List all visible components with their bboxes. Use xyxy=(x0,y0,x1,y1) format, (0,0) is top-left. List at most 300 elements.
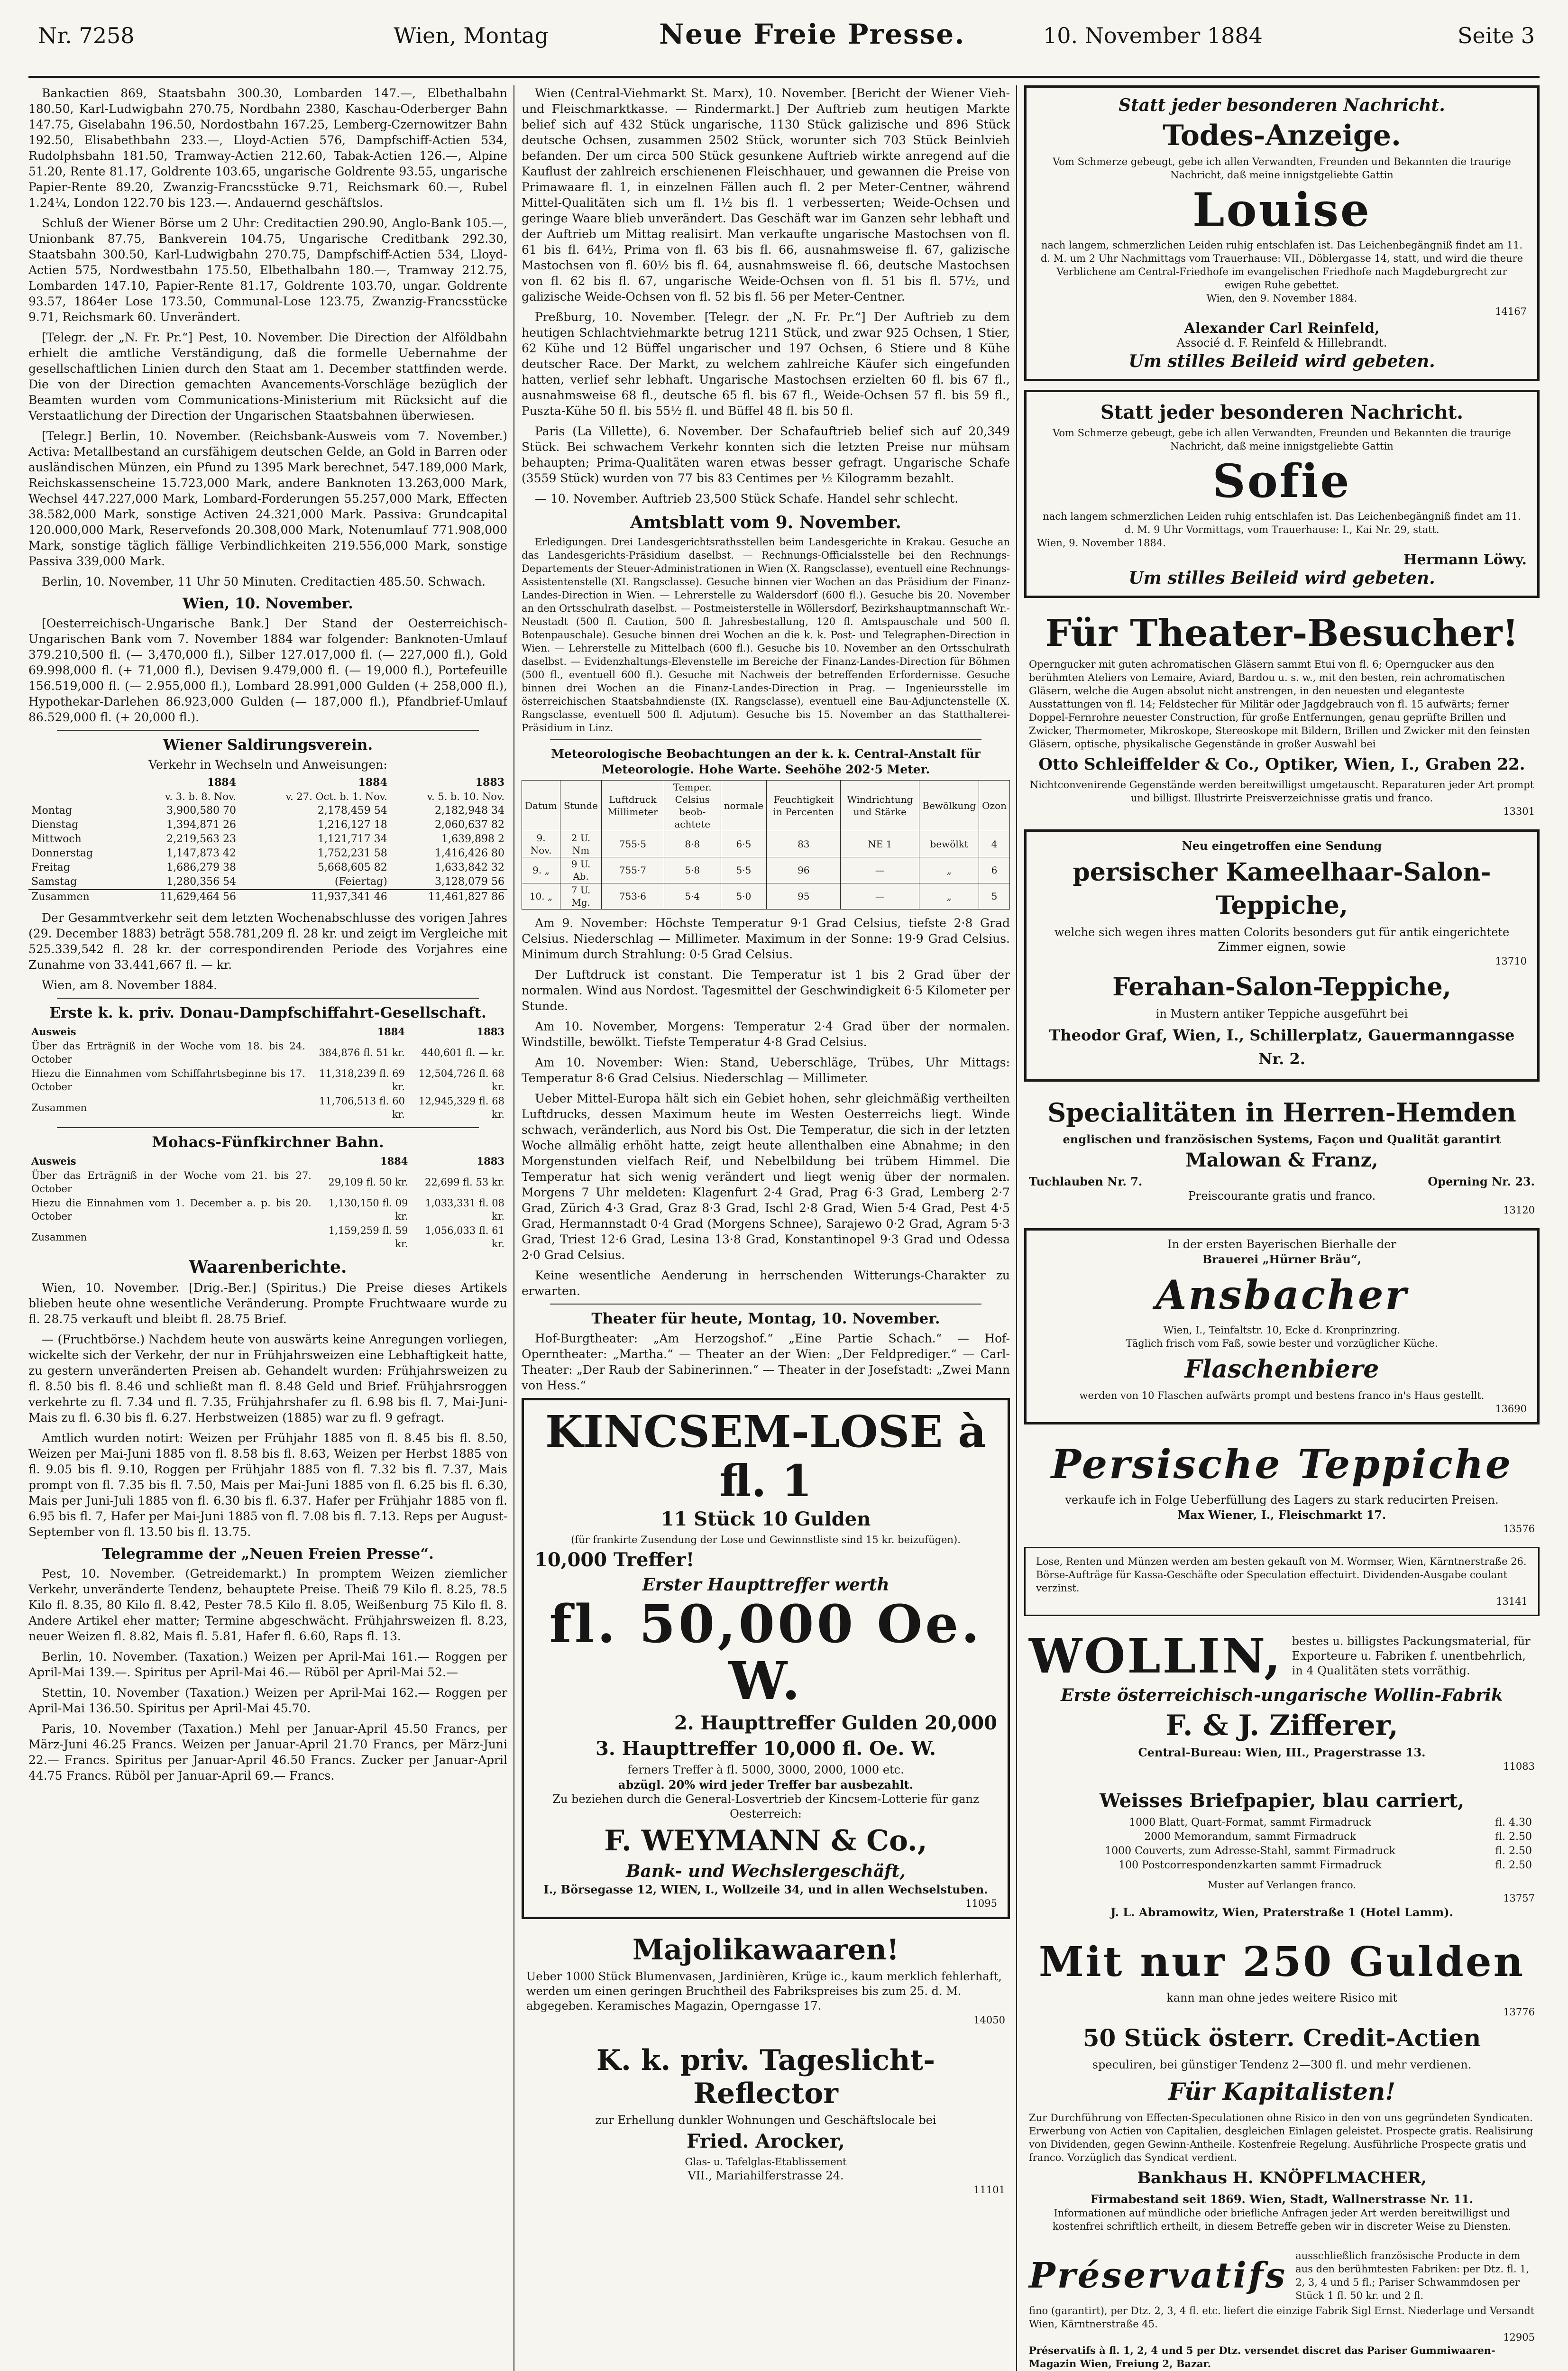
separator xyxy=(57,998,479,999)
ad-text: Muster auf Verlangen franco. xyxy=(1208,1879,1356,1891)
ad-firm: Otto Schleiffelder & Co., Optiker, Wien, I., Graben 22. xyxy=(1038,755,1525,774)
table-cell: 96 xyxy=(767,857,841,883)
ad-headline: Préservatifs xyxy=(1029,2255,1287,2296)
table-row xyxy=(28,818,507,832)
ad-firm: F. WEYMANN & Co., xyxy=(604,1824,927,1857)
separator xyxy=(57,730,479,731)
mohacs-table xyxy=(28,1154,507,1251)
ad-text: Operngucker mit guten achromatischen Gläsern sammt Etui von fl. 6; Operngucker aus den berühmten Ateliers von Lemaire, Aviard, Bardou u. s. w., mit den besten, rein achromatischen Gläsern, welche die Augen absolut nicht anstrengen, in den neuesten und eleganteste Ausstattungen von fl. 14; Feldstecher für Militär oder Jagdgebrauch von fl. 15 aufwärts; ferner Doppel-Fernrohre neuester Construction, für große Entfernungen, genau geprüfte Brillen und Zwicker, Thermometer, Mikroskope, Stereoskope mit Bildern, Brillen und Zwicker mit den feinsten Gläsern, optische, physikalische Gegenstände in großer Auswahl bei xyxy=(1029,659,1531,750)
table-cell: 1,130,150 fl. 09 kr. xyxy=(328,1197,408,1222)
ad-headline: Mit nur 250 Gulden xyxy=(1038,1938,1525,1986)
table-cell: 1,394,871 26 xyxy=(166,819,237,831)
table-header: 1883 xyxy=(477,1155,504,1167)
table-cell: 5,668,605 82 xyxy=(317,862,387,873)
article-paragraph: Amtlich wurden notirt: Weizen per Frühjahr 1885 von fl. 8.45 bis fl. 8.50, Weizen per Mai-Juni 1885 von fl. 8.58 bis fl. 8.63, Weizen per Herbst 1885 von fl. 9.05 bis fl. 9.10, Roggen per Frühjahr 1885 von fl. 7.32 bis fl. 7.37, Mais prompt von fl. 7.35 bis fl. 7.50, Mais per Mai-Juni 1885 von fl. 6.25 bis fl. 6.30, Mais per Juni-Juli 1885 von fl. 6.30 bis fl. 6.37. Hafer per Frühjahr 1885 von fl. 6.95 bis fl. 7, Hafer per Mai-Juni 1885 von fl. 7.08 bis fl. 7.13. Reps per August-September von fl. 13.50 bis fl. 13.75. xyxy=(28,1431,507,1539)
ad-text: verkaufe ich in Folge Ueberfüllung des Lagers zu stark reducirten Preisen. xyxy=(1065,1493,1499,1507)
ad-ref: 13301 xyxy=(1503,806,1535,817)
article-paragraph: Am 10. November, Morgens: Temperatur 2·4 Grad über der normalen. Windstille, bewölkt. Tiefste Temperatur 4·8 Grad Celsius. xyxy=(522,1020,1010,1049)
table-cell: 29,109 fl. 50 kr. xyxy=(328,1176,408,1188)
article-paragraph: Berlin, 10. November, 11 Uhr 50 Minuten. Creditactien 485.50. Schwach. xyxy=(42,575,486,588)
ad-firm: J. L. Abramowitz, Wien, Praterstraße 1 (Hotel Lamm). xyxy=(1110,1905,1453,1919)
donau-table xyxy=(28,1025,507,1121)
ad-ref: 13141 xyxy=(1496,1596,1528,1607)
section-heading: Theater für heute, Montag, 10. November. xyxy=(591,1310,940,1327)
ad-subhead: 11 Stück 10 Gulden xyxy=(660,1508,871,1530)
table-cell: 11,629,464 56 xyxy=(160,891,237,903)
article-paragraph: [Telegr. der „N. Fr. Pr.“] Pest, 10. November. Die Direction der Alföldbahn erhielt die amtliche Verständigung, daß die formelle Uebernahme der gesellschaftlichen Linien durch den Staat am 1. December stattfinden werde. Die von der Direction gemachten Avancements-Vorschläge bezüglich der Beamten wurden vom Communications-Ministerium mit Rücksicht auf die Verstaatlichung der Direction der Ungarischen Staatsbahnen überwiesen. xyxy=(28,331,507,423)
table-cell: — xyxy=(841,883,919,910)
article-paragraph: Am 10. November: Wien: Stand, Ueberschläge, Trübes, Uhr Mittags: Temperatur 8·6 Grad Celsius. Niederschlag — Millimeter. xyxy=(522,1056,1010,1085)
advertisement-wormser xyxy=(1024,1547,1540,1616)
advertisement-theater-optics xyxy=(1024,607,1540,821)
table-row xyxy=(28,861,507,875)
table-cell: fl. 2.50 xyxy=(1495,1831,1532,1843)
table-header: 1884 xyxy=(377,1026,405,1038)
ad-ref: 13690 xyxy=(1495,1403,1527,1415)
article-paragraph: Wien (Central-Viehmarkt St. Marx), 10. November. [Bericht der Wiener Vieh- und Fleischmarktkasse. — Rindermarkt.] Der Auftrieb zum heutigen Markte belief sich auf 432 Stück ungarische, 1130 Stück galizische und 896 Stück deutsche Ochsen, zusammen 2502 Stück, worunter sich 703 Stück Beinlvieh befanden. Der um circa 500 Stück gesunkene Auftrieb wirkte anregend auf die Kauflust der zahlreich erschienenen Fleischhauer, und gewannen die Preise von Primawaare fl. 1, in einzelnen Fällen auch fl. 2 per Meter-Centner, während Mittel-Qualitäten sich um fl. 1½ bis fl. 1 verbesserten; Weide-Ochsen und geringe Waare blieb unverändert. Das Geschäft war im Ganzen sehr lebhaft und der Auftrieb um Mittag realisirt. Man verkaufte ungarische Mastochsen von fl. 61 bis fl. 64½, Prima von fl. 63 bis fl. 66, ausnahmsweise fl. 67, galizische Mastochsen von fl. 60½ bis fl. 64, ausnahmsweise fl. 66, deutsche Mastochsen von fl. 62 bis fl. 67, ungarische Weide-Ochsen von fl. 51 bis fl. 57½, und galizische Weide-Ochsen von fl. 52 bis fl. 56 per Meter-Centner. xyxy=(522,86,1010,303)
ad-address: Wien, I., Teinfaltstr. 10, Ecke d. Kronprinzring. xyxy=(1163,1324,1401,1336)
table-cell: 755·7 xyxy=(601,857,664,883)
newspaper-title: Neue Freie Presse. xyxy=(659,18,965,50)
ad-text: Nichtconvenirende Gegenstände werden bereitwilligst umgetauscht. Reparaturen jeder Art prompt und billigst. Illustrirte Preisverzeichnisse gratis und franco. xyxy=(1029,779,1534,804)
advertisement-knoepflmacher xyxy=(1024,1931,1540,2236)
advertisement-preservatifs xyxy=(1024,2244,1540,2371)
ad-date: Wien, 9. November 1884. xyxy=(1037,537,1166,549)
table-row xyxy=(28,846,507,861)
table-header-row xyxy=(28,1154,507,1168)
ad-text: Vom Schmerze gebeugt, gebe ich allen Verwandten, Freunden und Bekannten die traurige Nachricht, daß meine innigstgeliebte Gattin xyxy=(1053,156,1511,181)
table-row xyxy=(28,832,507,846)
ad-text: Erste österreichisch-ungarische Wollin-Fabrik xyxy=(1061,1685,1503,1705)
section-heading: Wiener Saldirungsverein. xyxy=(163,736,373,754)
table-cell: 1,280,356 54 xyxy=(166,876,237,888)
article-paragraph: Paris, 10. November (Taxation.) Mehl per Januar-April 45.50 Francs, per März-Juni 46.25 Francs. Weizen per Januar-April 21.70 Francs, per März-Juni 22.— Francs. Spiritus per Januar-April 46.50 Francs. Zucker per Januar-April 44.75 Francs. Rüböl per Januar-April 69.— Francs. xyxy=(28,1722,507,1783)
table-cell: 755·5 xyxy=(601,831,664,857)
table-header: Bewölkung xyxy=(919,781,979,831)
ad-prize: fl. 50,000 Oe. W. xyxy=(549,1593,982,1711)
ad-ref: 13120 xyxy=(1503,1204,1535,1216)
ad-text: welche sich wegen ihres matten Colorits besonders gut für antik eingerichtete Zimmer eignen, sowie xyxy=(1054,926,1510,954)
ad-text: Glas- u. Tafelglas-Etablissement xyxy=(685,2156,847,2168)
table-cell: 2 U. Nm xyxy=(560,831,602,857)
table-total-row xyxy=(28,890,507,904)
ad-subhead: Neu eingetroffen eine Sendung xyxy=(1182,839,1382,853)
advertisement-death-notice-sofie xyxy=(1024,390,1540,598)
table-cell: 5·8 xyxy=(664,857,721,883)
ad-firm: Bankhaus H. KNÖPFLMACHER, xyxy=(1137,2169,1427,2187)
table-cell: 12,504,726 fl. 68 kr. xyxy=(419,1068,504,1093)
table-cell: 2,219,563 23 xyxy=(166,833,237,845)
table-cell: (Feiertag) xyxy=(334,876,387,888)
article-paragraph: Stettin, 10. November (Taxation.) Weizen per April-Mai 162.— Roggen per April-Mai 136.50. Spiritus per April-Mai 45.70. xyxy=(28,1686,507,1715)
ad-headline: Ansbacher xyxy=(1155,1271,1408,1318)
table-header: Datum xyxy=(522,781,560,831)
page-number: Seite 3 xyxy=(1457,23,1535,48)
ad-address: Central-Bureau: Wien, III., Pragerstrasse 13. xyxy=(1138,1746,1426,1759)
ad-text: fino (garantirt), per Dtz. 2, 3, 4 fl. etc. liefert die einzige Fabrik Sigl Ernst. Niederlage und Versandt Wien, Kärntnerstraße 45. xyxy=(1029,2305,1535,2330)
table-row xyxy=(522,883,1010,910)
ad-headline: Specialitäten in Herren-Hemden xyxy=(1047,1097,1516,1128)
table-total-row xyxy=(28,1223,507,1251)
table-cell: 2,182,948 34 xyxy=(435,805,504,817)
ad-headline: KINCSEM-LOSE à fl. 1 xyxy=(545,1406,986,1507)
table-row xyxy=(28,804,507,818)
ad-row xyxy=(1029,1627,1535,1684)
table-header: Temper. Celsius beob-achtete xyxy=(664,781,721,831)
ad-text: Vom Schmerze gebeugt, gebe ich allen Verwandten, Freunden und Bekannten die traurige Nachricht, daß meine innigstgeliebte Gattin xyxy=(1053,427,1511,452)
separator xyxy=(550,1304,981,1305)
table-cell: 753·6 xyxy=(601,883,664,910)
section-heading: Telegramme der „Neuen Freien Presse“. xyxy=(102,1545,434,1562)
ad-text: Um stilles Beileid wird gebeten. xyxy=(1128,568,1435,588)
table-cell: Zusammen xyxy=(31,891,90,903)
ad-headline: Majolikawaaren! xyxy=(632,1933,899,1967)
table-cell: 4 xyxy=(979,831,1010,857)
ad-text: Zur Durchführung von Effecten-Speculationen ohne Risico in den von uns gegründeten Syndicaten. Erwerbung von Actien von Capitalien, desgleichen Einlagen geleistet. Prospecte gratis. Realisirung von Dividenden, gegen Gewinn-Antheile. Kostenfreie Regelung. Ausführliche Prospecte gratis und franco. Vorzüglich das Syndicat verdient. xyxy=(1029,2112,1533,2163)
advertisement-death-notice-louise xyxy=(1024,85,1540,381)
ad-subhead: In der ersten Bayerischen Bierhalle der xyxy=(1167,1238,1396,1251)
article-paragraph: Paris (La Villette), 6. November. Der Schafauftrieb belief sich auf 20,349 Stück. Bei schwachem Verkehr konnten sich die letzten Preise nur mühsam behaupten; Prima-Qualitäten waren etwas besser gefragt. Ungarische Schafe (3559 Stück) wurden von 77 bis 83 Centimes per ½ Kilogramm bezahlt. xyxy=(522,424,1010,485)
ad-subhead: 2. Haupttreffer Gulden 20,000 xyxy=(674,1712,997,1734)
advertisement-briefpapier xyxy=(1024,1784,1540,1922)
ad-date: Wien, den 9. November 1884. xyxy=(1206,293,1357,304)
table-cell: 22,699 fl. 53 kr. xyxy=(424,1176,504,1188)
advertisement-persian-carpets-graf xyxy=(1024,829,1540,1082)
dateline-place: Wien, Montag xyxy=(394,23,549,48)
ad-text: ausschließlich französische Producte in dem aus den berühmtesten Fabriken: per Dtz. fl. 1, 2, 3, 4 und 5 fl.; Pariser Schwammdosen per Stück 1 fl. 50 kr. und 2 fl. xyxy=(1295,2250,1530,2301)
article-paragraph: — 10. November. Auftrieb 23,500 Stück Schafe. Handel sehr schlecht. xyxy=(535,492,959,505)
article-paragraph: Ueber Mittel-Europa hält sich ein Gebiet hohen, sehr gleichmäßig vertheilten Luftdrucks, dessen Maximum heute im Westen Oesterreichs liegt. Winde schwach, veränderlich, aus Nord bis Ost. Die Temperatur, die sich in der letzten Woche allmälig erhöht hatte, zeigt heute allenthalben eine Abnahme; in den Morgenstunden vielfach Reif, und Nebelbildung bei trübem Himmel. Die Temperatur hat sich wenig verändert und liegt wenig über der normalen. Morgens 7 Uhr meldeten: Klagenfurt 2·4 Grad, Prag 6·3 Grad, Lemberg 2·7 Grad, Zürich 4·3 Grad, Graz 8·3 Grad, Ischl 2·8 Grad, Wien 5·4 Grad, Pest 4·5 Grad, Hermannstadt 0·4 Grad (Morgens Schnee), Sarajewo 0·2 Grad, Agram 5·3 Grad, Triest 12·6 Grad, Lesina 13·8 Grad, Konstantinopel 9·3 Grad und Odessa 2·0 Grad Celsius. xyxy=(522,1092,1010,1262)
ad-text: Informationen auf mündliche oder briefliche Anfragen jeder Art werden bereitwilligst und kostenfrei schriftlich ertheilt, in diesem Betreffe geben wir in discreter Weise zu Diensten. xyxy=(1052,2207,1512,2232)
ad-ref: 11101 xyxy=(973,2184,1005,2196)
ad-subhead: 3. Haupttreffer 10,000 fl. Oe. W. xyxy=(596,1737,936,1760)
table-cell: 12,945,329 fl. 68 kr. xyxy=(419,1095,504,1120)
ad-text: in Mustern antiker Teppiche ausgeführt bei xyxy=(1155,1007,1408,1020)
table-cell: 2,178,459 54 xyxy=(317,805,387,817)
ad-text: nach langem, schmerzlichen Leiden ruhig entschlafen ist. Das Leichenbegängniß findet am 11. d. M. um 2 Uhr Nachmittags vom Trauerhause: VII., Döblergasse 14, statt, und wird die theure Verblichene am Central-Friedhofe im evangelischen Friedhofe nach Magdeburgrecht zur ewigen Ruhe gebettet. xyxy=(1040,239,1523,291)
table-cell: 1,159,259 fl. 59 kr. xyxy=(328,1225,408,1250)
ad-name: Sofie xyxy=(1212,454,1351,508)
ad-text: Bank- und Wechslergeschäft, xyxy=(626,1861,906,1881)
section-heading: Waarenberichte. xyxy=(189,1257,347,1277)
ad-addresses xyxy=(1029,1174,1535,1189)
dateline-date: 10. November 1884 xyxy=(1043,23,1263,48)
table-cell: Hiezu die Einnahmen vom 1. December a. p. bis 20. October xyxy=(31,1197,312,1222)
table-row xyxy=(28,1039,507,1066)
table-cell: 1,633,842 32 xyxy=(435,862,504,873)
table-cell: 9. „ xyxy=(522,857,560,883)
table-cell: 1,056,033 fl. 61 kr. xyxy=(425,1225,504,1250)
masthead xyxy=(28,14,1540,78)
article-paragraph: Bankactien 869, Staatsbahn 300.30, Lombarden 147.—, Elbethalbahn 180.50, Karl-Ludwigbahn 270.75, Nordbahn 2380, Kaschau-Oderberger Bahn 147.75, Giselabahn 196.50, Nordostbahn 167.25, Lemberg-Czernowitzer Bahn 192.50, Elisabethbahn 233.—, Lloyd-Actien 576, Dampfschiff-Actien 534, Rudolphsbahn 181.50, Tramway-Actien 212.60, Tabak-Actien 126.—, Alpine 51.20, Rente 81.17, Goldrente 103.65, ungarische Goldrente 93.55, ungarische Papier-Rente 89.20, Zwanzig-Francsstücke 9.71, Reichsmark 60.—, Rubel 1.24¼, London 122.70 bis 123.—. Andauernd geschäftslos. xyxy=(28,86,507,210)
article-paragraph: Pest, 10. November. (Getreidemarkt.) In promptem Weizen ziemlicher Verkehr, unveränderte Tendenz, behauptete Preise. Theiß 79 Kilo fl. 8.25, 78.5 Kilo fl. 8.35, 80 Kilo fl. 8.42, Pester 78.5 Kilo fl. 8.05, Weißenburg 75 Kilo fl. 8. Andere Artikel eher matter; Termine abgeschwächt. Frühjahrsweizen fl. 8.23, neuer Weizen fl. 8.82, Mais fl. 5.81, Hafer fl. 6.60, Raps fl. 13. xyxy=(28,1567,507,1643)
ad-address: VII., Mariahilferstrasse 24. xyxy=(688,2169,844,2182)
ad-text: Um stilles Beileid wird gebeten. xyxy=(1128,351,1435,371)
ad-text: Lose, Renten und Münzen werden am besten gekauft von M. Wormser, Wien, Kärntnerstraße 26. Börse-Aufträge für Kassa-Geschäfte oder Speculation effectuirt. Dividenden-Ausgabe coulant verzinst. xyxy=(1036,1556,1527,1594)
ad-headline: Ferahan-Salon-Teppiche, xyxy=(1112,973,1451,1002)
article-paragraph: Hof-Burgtheater: „Am Herzogshof.“ „Eine Partie Schach.“ — Hof-Operntheater: „Martha.“ — Theater an der Wien: „Der Feldprediger.“ — Carl-Theater: „Der Raub der Sabinerinnen.“ — Theater in der Josefstadt: „Zwei Mann von Hess.“ xyxy=(522,1332,1010,1392)
table-cell: 83 xyxy=(767,831,841,857)
ad-subhead: Für Kapitalisten! xyxy=(1168,2077,1396,2105)
table-cell: 6 xyxy=(979,857,1010,883)
ad-text: speculiren, bei günstiger Tendenz 2—300 fl. und mehr verdienen. xyxy=(1092,2058,1472,2071)
ad-headline: WOLLIN, xyxy=(1029,1628,1283,1684)
section-heading: Erste k. k. priv. Donau-Dampfschiffahrt-Gesellschaft. xyxy=(49,1004,486,1021)
table-row xyxy=(522,831,1010,857)
article-paragraph: [Oesterreichisch-Ungarische Bank.] Der Stand der Oesterreichisch-Ungarischen Bank vom 7. November 1884 war folgender: Banknoten-Umlauf 379.210,500 fl. (— 3,470,000 fl.), Silber 127.017,000 fl. (— 227,000 fl.), Gold 69.998,000 fl. (+ 71,000 fl.), Devisen 9.479,000 fl. (— 19,000 fl.), Portefeuille 156.519,000 fl. (— 2.955,000 fl.), Lombard 28.991,000 Gulden (+ 258,000 fl.), Hypothekar-Darlehen 86.923,000 Gulden (— 187,000 fl.), Pfandbrief-Umlauf 86.529,000 fl. (+ 20,000 fl.). xyxy=(28,616,507,724)
table-header: 1883 xyxy=(477,1026,504,1038)
table-cell: 1,033,331 fl. 08 kr. xyxy=(425,1197,504,1222)
ad-signature: Alexander Carl Reinfeld, xyxy=(1184,320,1380,337)
table-cell: Hiezu die Einnahmen vom Schiffahrtsbeginne bis 17. October xyxy=(31,1068,305,1093)
separator xyxy=(57,1127,479,1128)
table-cell: 1,216,127 18 xyxy=(317,819,387,831)
table-cell: 5 xyxy=(979,883,1010,910)
ad-headline: Persische Teppiche xyxy=(1051,1441,1513,1488)
table-header: Windrichtung und Stärke xyxy=(841,781,919,831)
table-cell: Über das Erträgniß in der Woche vom 21. bis 27. October xyxy=(31,1170,312,1195)
ad-text: kann man ohne jedes weitere Risico mit xyxy=(1166,1991,1397,2004)
table-cell: 1,121,717 34 xyxy=(317,833,387,845)
ad-headline: Flaschenbiere xyxy=(1184,1355,1379,1384)
ad-text: werden von 10 Flaschen aufwärts prompt und bestens franco in's Haus gestellt. xyxy=(1079,1390,1485,1401)
saldo-table xyxy=(28,775,507,904)
ad-ref: 13776 xyxy=(1503,2006,1535,2018)
table-total-row xyxy=(28,1094,507,1121)
section-heading: Wien, 10. November. xyxy=(183,595,353,612)
table-header: 1883 xyxy=(475,776,504,789)
issue-number: Nr. 7258 xyxy=(38,23,135,48)
table-cell: 440,601 fl. — kr. xyxy=(421,1047,504,1058)
table-cell: Samstag xyxy=(31,876,77,888)
table-cell: v. 27. Oct. b. 1. Nov. xyxy=(285,791,387,802)
advertisement-persian-carpets-wiener xyxy=(1024,1433,1540,1538)
ad-subhead: 50 Stück österr. Credit-Actien xyxy=(1082,2024,1481,2052)
table-cell: 1,639,898 2 xyxy=(441,833,504,845)
table-cell xyxy=(28,790,123,804)
advertisement-wollin xyxy=(1024,1625,1540,1776)
ad-ref: 13710 xyxy=(1495,956,1527,967)
advertisement-ansbacher-beer xyxy=(1024,1228,1540,1424)
table-cell: Über das Erträgniß in der Woche vom 18. bis 24. October xyxy=(31,1040,305,1065)
ad-headline: Weisses Briefpapier, blau carriert, xyxy=(1099,1790,1465,1812)
table-cell: Donnerstag xyxy=(31,847,93,859)
column-finance xyxy=(28,85,507,2371)
table-cell: 11,461,827 86 xyxy=(428,891,504,903)
table-header: Ausweis xyxy=(31,1026,76,1038)
ad-text: Associé d. F. Reinfeld & Hillebrandt. xyxy=(1176,336,1387,349)
column-rule xyxy=(513,85,514,2371)
table-header: Ozon xyxy=(979,781,1010,831)
table-cell: 384,876 fl. 51 kr. xyxy=(319,1047,405,1058)
table-header: Feuchtigkeit in Percenten xyxy=(767,781,841,831)
table-cell: 1,416,426 80 xyxy=(435,847,504,859)
table-header: 1884 xyxy=(358,776,387,789)
table-row xyxy=(28,875,507,890)
table-row xyxy=(1029,1816,1535,1830)
table-cell: 1000 Blatt, Quart-Format, sammt Firmadruck xyxy=(1129,1817,1371,1829)
article-paragraph: [Telegr.] Berlin, 10. November. (Reichsbank-Ausweis vom 7. November.) Activa: Metallbestand an cursfähigem deutschen Gelde, an Gold in Barren oder ausländischen Münzen, ein Pfund zu 1395 Mark berechnet, 547.189,000 Mark, Reichskassenscheine 15.723,000 Mark, andere Banknoten 13.263,000 Mark, Wechsel 447.227,000 Mark, Lombard-Forderungen 55.257,000 Mark, Effecten 38.582,000 Mark, sonstige Activen 24.321,000 Mark. Passiva: Grundcapital 120.000,000 Mark, Reservefonds 20.308,000 Mark, Notenumlauf 771.908,000 Mark, sonstige täglich fällige Verbindlichkeiten 219.556,000 Mark, sonstige Passiva 339,000 Mark. xyxy=(28,429,507,568)
table-cell: 11,937,341 46 xyxy=(311,891,387,903)
table-header: 1884 xyxy=(207,776,237,789)
table-cell: v. 3. b. 8. Nov. xyxy=(165,791,237,802)
table-cell: bewölkt xyxy=(919,831,979,857)
section-heading: Amtsblatt vom 9. November. xyxy=(630,513,901,533)
table-header: normale xyxy=(721,781,767,831)
ad-subhead: Statt jeder besonderen Nachricht. xyxy=(1100,401,1464,423)
ad-ref: 11083 xyxy=(1503,1761,1535,1772)
table-cell: Montag xyxy=(31,805,72,817)
table-header-row xyxy=(522,781,1010,831)
article-paragraph: Am 9. November: Höchste Temperatur 9·1 Grad Celsius, tiefste 2·8 Grad Celsius. Niederschlag — Millimeter. Maximum in der Sonne: 19·9 Grad Celsius. Minimum durch Strahlung: 0·5 Grad Celsius. xyxy=(522,916,1010,961)
table-row xyxy=(28,1066,507,1094)
table-cell: „ xyxy=(919,857,979,883)
table-cell: Zusammen xyxy=(31,1231,87,1243)
ad-text: nach langem schmerzlichen Leiden ruhig entschlafen ist. Das Leichenbegängniß findet am 11. d. M. 9 Uhr Vormittags, vom Trauerhause: I., Kai Nr. 29, statt. xyxy=(1043,511,1521,535)
table-cell: 9 U. Ab. xyxy=(560,857,602,883)
column-markets xyxy=(522,85,1010,2371)
ad-firm: Fried. Arocker, xyxy=(687,2130,845,2152)
table-cell: 11,318,239 fl. 69 kr. xyxy=(319,1068,405,1093)
article-paragraph: Keine wesentliche Aenderung in herrschenden Witterungs-Charakter zu erwarten. xyxy=(522,1268,1010,1298)
ad-firm: F. & J. Zifferer, xyxy=(1165,1709,1398,1742)
ad-address: Firmabestand seit 1869. Wien, Stadt, Wallnerstrasse Nr. 11. xyxy=(1090,2192,1474,2206)
table-cell: 2,060,637 82 xyxy=(435,819,504,831)
ad-address: Operning Nr. 23. xyxy=(1428,1175,1535,1188)
table-cell: Freitag xyxy=(31,862,70,873)
table-cell: v. 5. b. 10. Nov. xyxy=(427,791,504,802)
table-header xyxy=(28,775,123,790)
ad-name: Louise xyxy=(1192,183,1371,237)
price-table xyxy=(1029,1816,1535,1873)
article-paragraph: Der Luftdruck ist constant. Die Temperatur ist 1 bis 2 Grad über der normalen. Wind aus Nordost. Tagesmittel der Geschwindigkeit 6·5 Kilometer per Stunde. xyxy=(522,968,1010,1013)
ad-text: englischen und französischen Systems, Façon und Qualität garantirt xyxy=(1063,1132,1501,1146)
ad-text: Zu beziehen durch die General-Losvertrieb der Kincsem-Lotterie für ganz Oesterreich: xyxy=(552,1792,979,1820)
ad-firm: Max Wiener, I., Fleischmarkt 17. xyxy=(1177,1508,1386,1522)
ad-text: zur Erhellung dunkler Wohnungen und Geschäftslocale bei xyxy=(595,2114,936,2127)
table-header-row xyxy=(28,790,507,804)
meteo-table xyxy=(522,780,1010,910)
table-cell: Zusammen xyxy=(31,1102,87,1113)
table-cell: 100 Postcorrespondenzkarten sammt Firmadruck xyxy=(1119,1859,1382,1871)
table-cell: 95 xyxy=(767,883,841,910)
advertisement-kincsem-lottery xyxy=(522,1398,1010,1919)
ad-headline: Todes-Anzeige. xyxy=(1163,119,1401,152)
ad-subhead: Statt jeder besonderen Nachricht. xyxy=(1119,95,1445,115)
ad-headline: Für Theater-Besucher! xyxy=(1045,612,1519,655)
table-cell: 3,128,079 56 xyxy=(435,876,504,888)
article-paragraph: — (Fruchtbörse.) Nachdem heute von auswärts keine Anregungen vorliegen, wickelte sich der Verkehr, der nur in Frühjahrsweizen eine Lebhaftigkeit hatte, zu gestern unveränderten Preisen ab. Gehandelt wurden: Frühjahrsweizen zu fl. 8.50 bis fl. 8.46 und schließt man fl. 8.48 Geld und Brief. Frühjahrsroggen verkehrte zu fl. 7.34 und fl. 7.35, Frühjahrshafer zu fl. 6.98 bis fl. 7, Mai-Juni-Mais zu fl. 6.30 bis fl. 6.27. Herbstweizen (1885) war zu fl. 9 gefragt. xyxy=(28,1333,507,1424)
table-row xyxy=(28,1196,507,1223)
table-row xyxy=(522,857,1010,883)
table-cell: 1000 Couverts, zum Adresse-Stahl, sammt Firmadruck xyxy=(1105,1845,1395,1857)
table-row xyxy=(1029,1844,1535,1858)
table-cell: 3,900,580 70 xyxy=(166,805,237,817)
table-header: Ausweis xyxy=(31,1155,76,1167)
ad-ref: 12905 xyxy=(1503,2332,1535,2343)
ad-text: Preiscourante gratis und franco. xyxy=(1188,1189,1376,1203)
table-header: 1884 xyxy=(380,1155,408,1167)
column-advertisements xyxy=(1024,85,1540,2371)
ad-text: bestes u. billigstes Packungsmaterial, für Exporteure u. Fabriken f. unentbehrlich, in 4 Qualitäten stets vorräthig. xyxy=(1292,1634,1531,1677)
ad-ref: 13757 xyxy=(1503,1893,1535,1904)
article-paragraph: Wien, 10. November. [Drig.-Ber.] (Spiritus.) Die Preise dieses Artikels blieben heute ohne wesentliche Veränderung. Prompte Fruchtwaare wurde zu fl. 28.75 verkauft und bleibt fl. 28.75 Brief. xyxy=(28,1281,507,1326)
advertisement-shirts xyxy=(1024,1090,1540,1220)
table-row xyxy=(1029,1858,1535,1873)
ad-text: Erster Haupttreffer werth xyxy=(642,1575,889,1595)
table-cell: 11,706,513 fl. 60 kr. xyxy=(319,1095,405,1120)
separator xyxy=(550,739,981,740)
table-cell: fl. 2.50 xyxy=(1495,1845,1532,1857)
ad-text: Täglich frisch vom Faß, sowie bester und vorzüglicher Küche. xyxy=(1126,1338,1438,1349)
table-cell: 10. „ xyxy=(522,883,560,910)
table-header: Stunde xyxy=(560,781,602,831)
article-paragraph: Schluß der Wiener Börse um 2 Uhr: Creditactien 290.90, Anglo-Bank 105.—, Unionbank 87.75, Bankverein 104.75, Ungarische Creditbank 292.30, Staatsbahn 300.50, Karl-Ludwigbahn 270.75, Dampfschiff-Actien 534, Lloyd-Actien 575, Nordwestbahn 175.50, Elbethalbahn 180.—, Tramway 212.75, Lombarden 147.10, Papier-Rente 81.17, Goldrente 103.70, ungar. Goldrente 93.57, 1864er Lose 173.50, Communal-Lose 123.75, Zwanzig-Francsstücke 9.71, Reichsmark 60. Unverändert. xyxy=(28,216,507,324)
table-cell: 1,686,279 38 xyxy=(166,862,237,873)
article-paragraph: Der Gesammtverkehr seit dem letzten Wochenabschlusse des vorigen Jahres (29. December 1883) beträgt 558.781,209 fl. 28 kr. und zeigt im Vergleiche mit 525.339,542 fl. 28 kr. der correspondirenden Periode des Vorjahres eine Zunahme von 33.441,667 fl. — kr. xyxy=(28,911,507,972)
table-row xyxy=(28,1168,507,1196)
table-header-row xyxy=(28,775,507,790)
ad-firm: Malowan & Franz, xyxy=(1185,1149,1378,1171)
table-header: Luftdruck Millimeter xyxy=(601,781,664,831)
ad-text: Brauerei „Hürner Bräu“, xyxy=(1202,1252,1361,1266)
table-cell: 6·5 xyxy=(721,831,767,857)
table-cell: NE 1 xyxy=(841,831,919,857)
table-caption: Meteorologische Beobachtungen an der k. k. Central-Anstalt für Meteorologie. Hohe Warte. Seehöhe 202·5 Meter. xyxy=(551,747,981,776)
ad-text: abzügl. 20% wird jeder Treffer bar ausbezahlt. xyxy=(618,1778,914,1792)
column-rule xyxy=(1016,85,1017,2371)
ad-headline: persischer Kameelhaar-Salon-Teppiche, xyxy=(1073,858,1491,920)
ad-ref: 14050 xyxy=(973,2014,1005,2026)
ad-signature: Hermann Löwy. xyxy=(1403,551,1527,568)
table-cell: — xyxy=(841,857,919,883)
ad-row xyxy=(1029,2247,1535,2304)
table-cell: 1,147,873 42 xyxy=(166,847,237,859)
article-paragraph: Berlin, 10. November. (Taxation.) Weizen per April-Mai 161.— Roggen per April-Mai 139.—. Spiritus per April-Mai 46.— Rüböl per April-Mai 52.— xyxy=(28,1650,507,1679)
table-cell: Mittwoch xyxy=(31,833,82,845)
advertisement-reflector xyxy=(522,2038,1010,2199)
advertisement-majolika xyxy=(522,1928,1010,2030)
table-cell: Dienstag xyxy=(31,819,79,831)
ad-ref: 11095 xyxy=(965,1898,997,1909)
table-cell: „ xyxy=(919,883,979,910)
ad-text: ferners Treffer à fl. 5000, 3000, 2000, 1000 etc. xyxy=(627,1763,904,1776)
article-paragraph: Erledigungen. Drei Landesgerichtsrathsstellen beim Landesgerichte in Krakau. Gesuche an das Landesgerichts-Präsidium daselbst. — Rechnungs-Officialsstelle bei den Rechnungs-Departements der Steuer-Administrationen in Wien (X. Rangsclasse), eventuell eine Rechnungs-Assistentenstelle (XI. Rangsclasse). Gesuche binnen vier Wochen an das Präsidium der Finanz-Landes-Direction in Wien. — Lehrerstelle zu Waldersdorf (600 fl.). Gesuche bis 20. November an den Ortsschulrath daselbst. — Postmeisterstelle in Wöllersdorf, Bezirkshauptmannschaft Wr.-Neustadt (500 fl. Caution, 500 fl. Jahresbestallung, 120 fl. Amtspauschale und 500 fl. Botenpauschale). Gesuche binnen drei Wochen an die k. k. Post- und Telegraphen-Direction in Wien. — Lehrerstelle zu Mittelbach (600 fl.). Gesuche bis 10. November an den Ortsschulrath daselbst. — Evidenzhaltungs-Elevenstelle im Bereiche der Finanz-Landes-Direction für Böhmen (500 fl., eventuell 600 fl.). Gesuche mit Nachweis der betreffenden Erfordernisse. Gesuche binnen drei Wochen an die Finanz-Landes-Direction in Prag. — Ingenieursstelle im österreichischen Staatsbahndienste (IX. Rangsclasse), eventuell eine Bau-Adjunctenstelle (X. Rangsclasse, eventuell 500 fl. Adjutum). Gesuche bis 15. November an das Statthalterei-Präsidium in Linz. xyxy=(522,536,1010,734)
ad-text: (für frankirte Zusendung der Lose und Gewinnstliste sind 15 kr. beizufügen). xyxy=(571,1534,961,1545)
table-cell: 2000 Memorandum, sammt Firmadruck xyxy=(1144,1831,1356,1843)
table-caption: Verkehr in Wechseln und Anweisungen: xyxy=(148,758,387,772)
article-paragraph: Preßburg, 10. November. [Telegr. der „N. Fr. Pr.“] Der Auftrieb zu dem heutigen Schlachtviehmarkte betrug 1211 Stück, und zwar 925 Ochsen, 1 Stier, 62 Kühe und 12 Büffel ungarischer und 197 Ochsen, 6 Stiere und 8 Kühe deutscher Race. Der Markt, zu welchem zahlreiche Käufer sich eingefunden hatten, verlief sehr lebhaft. Ungarische Mastochsen erzielten 60 fl. bis 67 fl., ausnahmsweise 68 fl., deutsche 65 fl. bis 67 fl., Weide-Ochsen 57 fl. bis 59 fl., Puszta-Kühe 50 fl. bis 55½ fl. und Büffel 48 fl. bis 50 fl. xyxy=(522,310,1010,418)
table-cell: 7 U. Mg. xyxy=(560,883,602,910)
ad-text: Préservatifs à fl. 1, 2, 4 und 5 per Dtz. versendet discret das Pariser Gummiwaaren-Magazin Wien, Freiung 2, Bazar. xyxy=(1029,2344,1495,2370)
table-cell: 8·8 xyxy=(664,831,721,857)
ad-text: Ueber 1000 Stück Blumenvasen, Jardinièren, Krüge ic., kaum merklich fehlerhaft, werden um einen geringen Bruchtheil des Fabrikspreises bis zum 25. d. M. abgegeben. Keramisches Magazin, Operngasse 17. xyxy=(526,1970,1002,2013)
table-cell: fl. 2.50 xyxy=(1495,1859,1532,1871)
table-header-row xyxy=(28,1025,507,1039)
table-cell: 1,752,231 58 xyxy=(317,847,387,859)
table-cell: 5·4 xyxy=(664,883,721,910)
article-paragraph: Wien, am 8. November 1884. xyxy=(42,978,218,992)
table-cell: 5·0 xyxy=(721,883,767,910)
ad-subhead: 10,000 Treffer! xyxy=(534,1549,695,1571)
ad-firm: Theodor Graf, Wien, I., Schillerplatz, Gauermanngasse Nr. 2. xyxy=(1049,1026,1515,1068)
ad-ref: 14167 xyxy=(1495,306,1527,317)
ad-headline: K. k. priv. Tageslicht-Reflector xyxy=(596,2044,935,2110)
table-row xyxy=(1029,1830,1535,1844)
ad-address: Tuchlauben Nr. 7. xyxy=(1029,1175,1143,1188)
section-heading: Mohacs-Fünfkirchner Bahn. xyxy=(152,1134,384,1151)
table-cell: 9. Nov. xyxy=(522,831,560,857)
